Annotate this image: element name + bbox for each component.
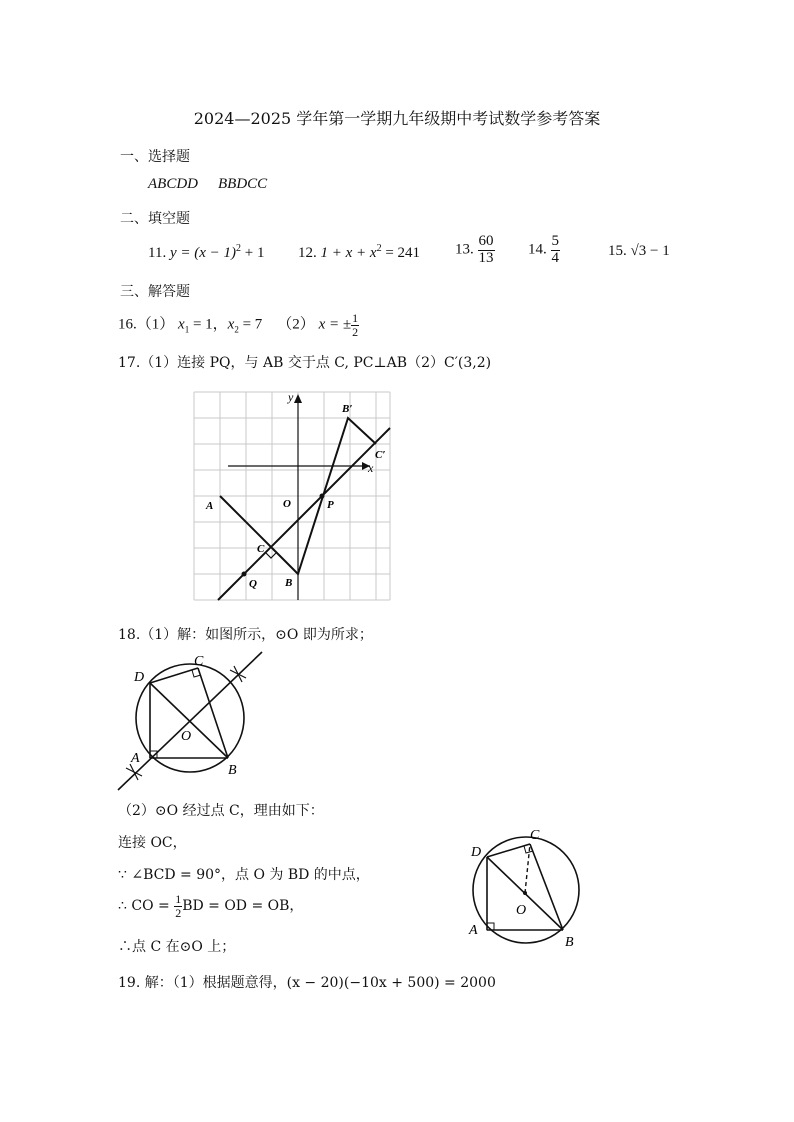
fig1-label-o: O [181,729,192,744]
q14-denominator: 4 [551,249,559,266]
q16-numerator: 1 [352,311,359,325]
q18-figure-1 [112,648,272,794]
q12-pre: 1 + x + x [320,245,377,261]
q16-pm: x = ± [318,316,352,333]
q16-fraction [351,312,359,338]
y-axis-arrow [294,394,302,403]
q18-therefore-line [118,893,303,919]
q16-x2: x [227,316,235,333]
q11-tail: + 1 [241,245,265,261]
q18-because-line: ∵ ∠BCD = 90°，点 O 为 BD 的中点， [118,867,370,883]
q18-co-post: BD = OD = OB， [182,898,304,915]
section-solve-heading: 三、解答题 [120,284,190,300]
q13-numerator: 60 [478,233,494,249]
fig1-label-a: A [131,751,140,766]
q17-grid-figure [190,388,395,603]
fig2-label-o: O [516,903,527,918]
fill-q13 [455,234,495,267]
fill-q12 [298,243,420,262]
q11-exp: 2 [236,243,242,254]
q14-fraction [551,234,561,267]
point-p [320,494,325,499]
label-c: C [257,543,265,555]
side-dc-2 [487,844,530,857]
choice-answers-1: ABCDD [148,176,198,192]
q15-expr: √3 − 1 [630,243,670,259]
q11-lhs: y = [169,245,195,261]
q12-tail: = 241 [381,245,421,261]
fill-q15 [608,243,670,260]
q13-fraction [478,234,495,267]
q16-sub1: 1 [184,324,190,335]
page-title: 2024—2025 学年第一学期九年级期中考试数学参考答案 [193,109,601,128]
q16-part1: （1） [136,316,175,333]
label-p: P [327,499,334,511]
q16-val2: = 7 [238,316,263,333]
fig2-label-a: A [469,923,478,938]
q18-half-denominator: 2 [175,905,182,920]
q14-number: 14. [528,241,547,258]
label-x: x [368,461,374,475]
q16-part2: （2） [277,316,315,333]
q16-x1: x [178,316,185,333]
label-a: A [206,500,214,512]
q18-conclusion-line: ∴点 C 在⊙O 上； [118,939,236,955]
fig1-label-d: D [134,670,145,685]
fig2-label-c: C [530,828,540,843]
choice-answers-2: BBDCC [218,176,268,192]
label-q: Q [249,578,257,590]
label-c-prime: C′ [375,449,386,461]
q17-line: 17.（1）连接 PQ，与 AB 交于点 C, PC⊥AB（2）C′(3,2) [118,355,492,371]
fig2-label-d: D [471,845,482,860]
fig2-label-b: B [565,935,574,950]
section-choice-heading: 一、选择题 [120,149,190,165]
q14-numerator: 5 [551,233,559,249]
label-b: B [285,577,293,589]
q18-connect-oc: 连接 OC， [118,835,187,851]
q11-base: (x − 1) [194,245,237,261]
q12-exp: 2 [376,243,382,254]
label-o: O [283,498,291,510]
q16-line [118,312,359,338]
q18-half-numerator: 1 [175,892,182,906]
q18-co-pre: ∴ CO = [118,898,175,915]
q12-number: 12. [298,245,317,261]
q19-line: 19. 解：（1）根据题意得，(x − 20)(−10x + 500) = 2000 [118,975,496,991]
fig1-label-b: B [228,763,237,778]
q18-figure-2 [460,820,590,955]
label-y: y [288,390,294,404]
q18-part1-line: 18.（1）解：如图所示，⊙O 即为所求； [118,627,373,643]
side-cb-2 [530,844,563,930]
fill-q14 [528,234,560,267]
label-b-prime: B′ [342,403,353,415]
point-q [242,572,247,577]
fill-q11 [148,243,264,262]
right-angle-mark-c [266,553,276,558]
center-o-dot [523,891,527,895]
q15-number: 15. [608,243,627,259]
fig1-label-c: C [194,654,204,669]
q16-val1: = 1， [189,316,228,333]
q18-part2-line: （2）⊙O 经过点 C，理由如下： [118,803,324,819]
q16-number: 16. [118,316,137,333]
q16-sub2: 2 [234,324,239,335]
q13-denominator: 13 [478,249,494,266]
q13-number: 13. [455,241,474,258]
q16-denominator: 2 [352,324,359,339]
q11-number: 11. [148,245,167,261]
section-fill-heading: 二、填空题 [120,211,190,227]
q18-half-fraction [174,893,182,919]
